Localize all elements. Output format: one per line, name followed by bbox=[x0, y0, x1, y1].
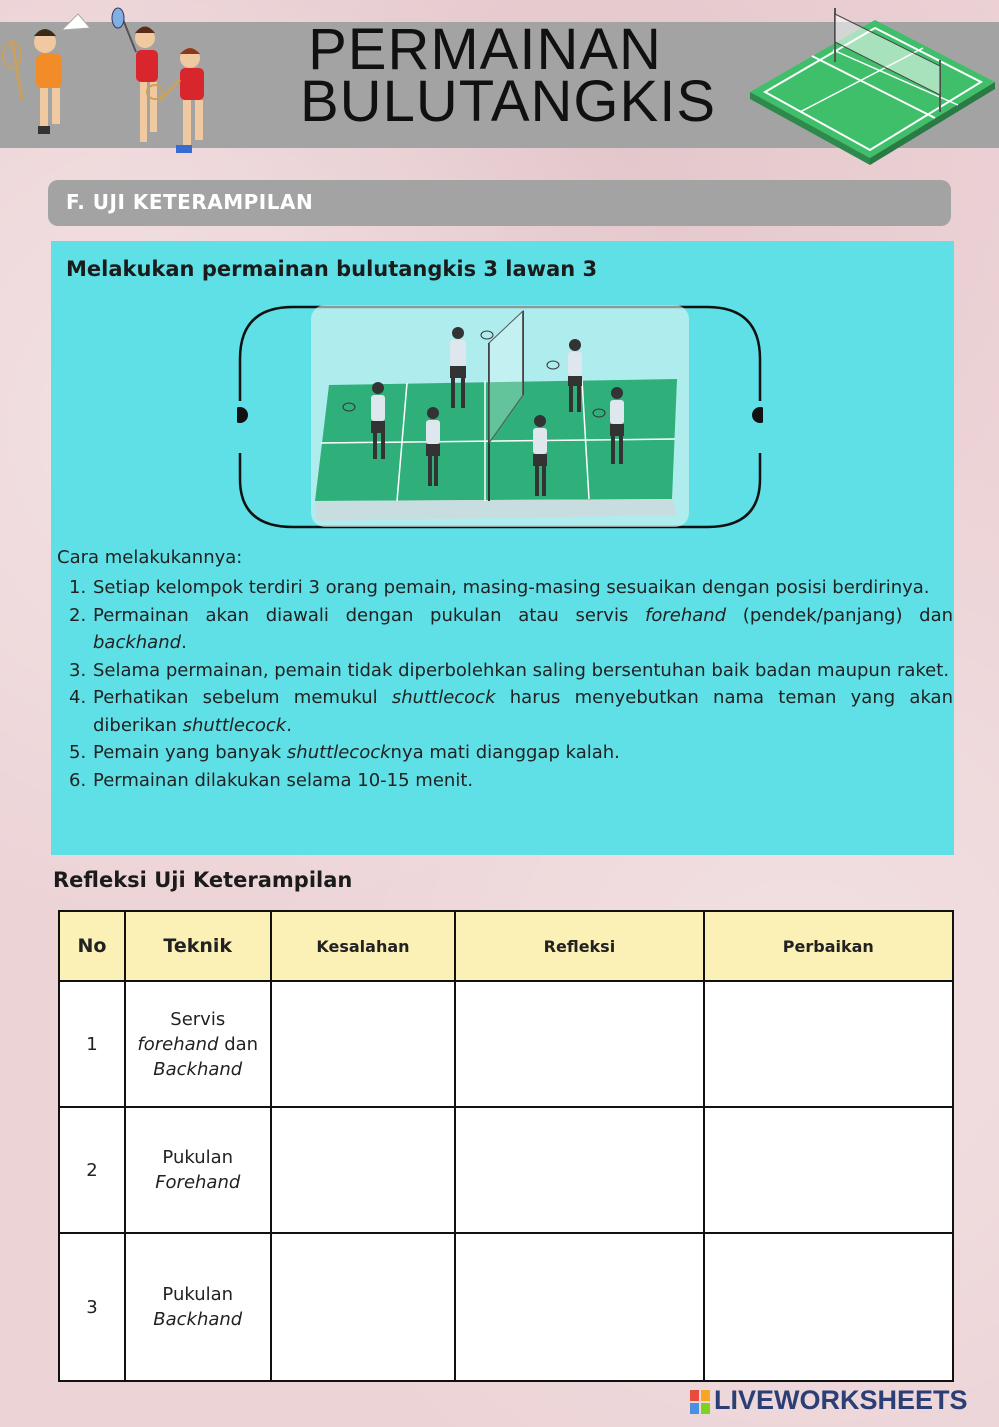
step-number: 3. bbox=[69, 659, 87, 681]
refleksi-input-cell[interactable] bbox=[455, 1233, 703, 1381]
table-header-row bbox=[59, 911, 953, 981]
header-perbaikan: Perbaikan bbox=[704, 911, 953, 981]
title-line-2: BULUTANGKIS bbox=[300, 69, 717, 134]
technique-cell bbox=[125, 1107, 271, 1233]
header-kesalahan: Kesalahan bbox=[271, 911, 456, 981]
list-item bbox=[57, 657, 953, 685]
row-number: 1 bbox=[59, 981, 125, 1107]
step-number: 1. bbox=[69, 577, 87, 598]
step-text: harus menyebutkan nama teman yang akan diberikan bbox=[93, 687, 953, 736]
perbaikan-input-cell[interactable] bbox=[704, 1233, 953, 1381]
perbaikan-input-cell[interactable] bbox=[704, 981, 953, 1107]
reflection-table bbox=[58, 910, 954, 1382]
activity-heading: Melakukan permainan bulutangkis 3 lawan 3 bbox=[66, 257, 598, 281]
kesalahan-input-cell[interactable] bbox=[271, 981, 456, 1107]
technique-cell bbox=[125, 981, 271, 1107]
step-number: 5. bbox=[69, 742, 87, 763]
footer-brand: LIVEWORKSHEETS bbox=[714, 1385, 968, 1415]
header-teknik: Teknik bbox=[125, 911, 271, 981]
badminton-players-illustration bbox=[0, 0, 230, 160]
title-line-1: PERMAINAN bbox=[308, 17, 662, 82]
liveworksheets-logo-icon bbox=[690, 1390, 710, 1414]
steps-list bbox=[57, 574, 953, 794]
technique-cell bbox=[125, 1233, 271, 1381]
technique-text-emphasis: forehand bbox=[137, 1033, 219, 1055]
three-vs-three-court-illustration bbox=[237, 303, 763, 531]
header-no: No bbox=[59, 911, 125, 981]
technique-text: Pukulan bbox=[162, 1284, 234, 1305]
step-number: 6. bbox=[69, 769, 87, 791]
step-text: (pendek/panjang) dan bbox=[726, 604, 954, 626]
refleksi-input-cell[interactable] bbox=[455, 1107, 703, 1233]
section-label: F. UJI KETERAMPILAN bbox=[66, 190, 314, 214]
list-item bbox=[57, 684, 953, 739]
row-number: 2 bbox=[59, 1107, 125, 1233]
table-row bbox=[59, 981, 953, 1107]
technique-text: dan bbox=[218, 1033, 259, 1055]
list-item bbox=[57, 602, 953, 657]
step-text: nya mati dianggap kalah. bbox=[390, 742, 620, 763]
badminton-court-illustration bbox=[745, 0, 999, 165]
section-header-bar bbox=[48, 180, 951, 226]
step-text-emphasis: shuttlecock bbox=[286, 742, 391, 763]
step-text: Selama permainan, pemain tidak diperbolehkan saling bersentuhan baik badan maupun raket. bbox=[93, 659, 950, 681]
kesalahan-input-cell[interactable] bbox=[271, 1107, 456, 1233]
kesalahan-input-cell[interactable] bbox=[271, 1233, 456, 1381]
row-number: 3 bbox=[59, 1233, 125, 1381]
activity-box bbox=[51, 241, 954, 855]
liveworksheets-logo bbox=[690, 1385, 990, 1419]
step-text: Perhatikan sebelum memukul bbox=[93, 687, 392, 708]
step-text-emphasis: shuttlecock bbox=[182, 714, 287, 736]
list-item bbox=[57, 767, 953, 795]
header-refleksi: Refleksi bbox=[455, 911, 703, 981]
step-number: 4. bbox=[69, 687, 87, 708]
step-text: . bbox=[181, 632, 187, 653]
list-item bbox=[57, 574, 953, 602]
step-text: Permainan akan diawali dengan pukulan atau servis bbox=[93, 604, 646, 626]
step-text-emphasis: shuttlecock bbox=[391, 687, 496, 708]
technique-text-emphasis: Backhand bbox=[153, 1309, 243, 1330]
step-text-emphasis: backhand bbox=[93, 632, 182, 653]
step-text: Pemain yang banyak bbox=[93, 742, 287, 763]
step-text: . bbox=[286, 714, 292, 736]
list-item bbox=[57, 739, 953, 767]
page-title bbox=[300, 17, 717, 134]
table-row bbox=[59, 1233, 953, 1381]
steps-intro: Cara melakukannya: bbox=[57, 547, 243, 568]
technique-text-emphasis: Backhand bbox=[153, 1058, 243, 1080]
technique-text: Pukulan bbox=[162, 1147, 234, 1168]
technique-text-emphasis: Forehand bbox=[155, 1172, 241, 1193]
step-text: Setiap kelompok terdiri 3 orang pemain, masing-masing sesuaikan dengan posisi berdirinya. bbox=[93, 577, 930, 598]
refleksi-input-cell[interactable] bbox=[455, 981, 703, 1107]
step-text-emphasis: forehand bbox=[645, 604, 727, 626]
technique-text: Servis bbox=[170, 1008, 226, 1030]
perbaikan-input-cell[interactable] bbox=[704, 1107, 953, 1233]
reflection-title: Refleksi Uji Keterampilan bbox=[53, 868, 353, 892]
step-number: 2. bbox=[69, 604, 87, 626]
step-text: Permainan dilakukan selama 10-15 menit. bbox=[93, 769, 474, 791]
table-row bbox=[59, 1107, 953, 1233]
